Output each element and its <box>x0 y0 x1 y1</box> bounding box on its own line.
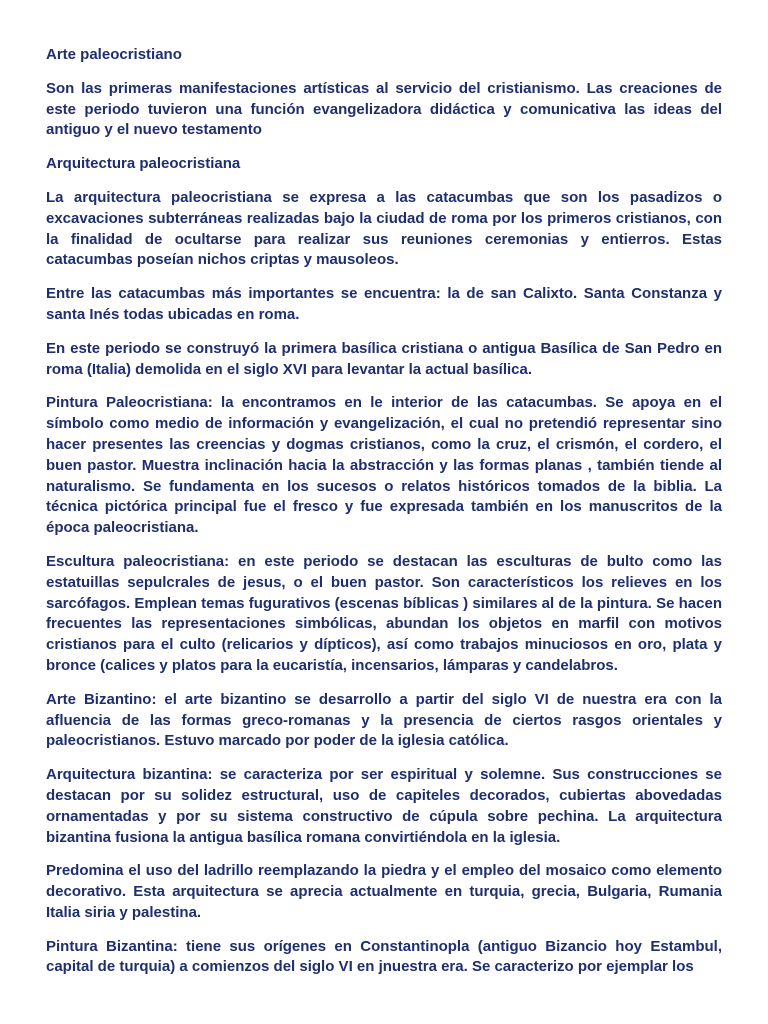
section-heading-arquitectura-paleocristiana: Arquitectura paleocristiana <box>46 155 241 173</box>
paragraph-ladrillo-mosaico: Predomina el uso del ladrillo reemplazando la piedra y el empleo del mosaico como elemento decorativo. Esta arquitectura se aprecia actualmente en turquia, grecia, Bulgaria, Rumania Italia siria y palestina. <box>46 862 722 921</box>
paragraph-catacumbas-importantes: Entre las catacumbas más importantes se encuentra: la de san Calixto. Santa Constanza y santa Inés todas ubicadas en roma. <box>46 285 722 323</box>
paragraph-arte-bizantino: Arte Bizantino: el arte bizantino se desarrollo a partir del siglo VI de nuestra era con la afluencia de las formas greco-romanas y la presencia de ciertos rasgos orientales y paleocristianos. Estuvo marcado por poder de la iglesia católica. <box>46 690 722 750</box>
paragraph-escultura-paleocristiana: Escultura paleocristiana: en este periodo se destacan las esculturas de bulto como las estatuillas sepulcrales de jesus, o el buen pastor. Son característicos los relieves en los sarcófagos. Emplean temas fugurativos (escenas bíblicas ) similares al de la pintura. Se hacen frecuentes las representaciones simbólicas, abundan los objetos en marfil con motivos cristianos para el culto (relicarios y dípticos), así como trabajos minuciosos en oro, plata y bronce (calices y platos para la eucaristía, incensarios, lámparas y candelabros. <box>46 552 722 674</box>
paragraph-pintura-paleocristiana: Pintura Paleocristiana: la encontramos en le interior de las catacumbas. Se apoya en el símbolo como medio de información y evangelización, el cual no pretendió representar sino hacer presentes las creencias y dogmas cristianos, como la cruz, el crismón, el cordero, el buen pastor. Muestra inclinación hacia la abstracción y las formas planas , también tiende al naturalismo. Se fundamenta en los sucesos o relatos históricos tomados de la biblia. La técnica pictórica principal fue el fresco y fue expresada también en los manuscritos de la época paleocristiana. <box>46 394 722 537</box>
paragraph-arquitectura-bizantina: Arquitectura bizantina: se caracteriza por ser espiritual y solemne. Sus construcciones se destacan por su solidez estructural, uso de capiteles decorados, cubiertas abovedadas ornamentadas y por su sistema constructivo de cúpula sobre pechina. La arquitectura bizantina fusiona la antigua basílica romana convirtiéndola en la iglesia. <box>46 766 722 846</box>
paragraph-basilica: En este periodo se construyó la primera basílica cristiana o antigua Basílica de San Pedro en roma (Italia) demolida en el siglo XVI para levantar la actual basílica. <box>46 339 722 378</box>
paragraph-intro: Son las primeras manifestaciones artísticas al servicio del cristianismo. Las creaciones de este periodo tuvieron una función evangelizadora didáctica y comunicativa las ideas del antiguo y el nuevo testamento <box>46 79 722 139</box>
paragraph-pintura-bizantina: Pintura Bizantina: tiene sus orígenes en Constantinopla (antiguo Bizancio hoy Estambul, capital de turquia) a comienzos del siglo VI en jnuestra era. Se caracterizo por ejemplar los <box>46 937 722 976</box>
document-title: Arte paleocristiano <box>46 46 182 63</box>
paragraph-catacumbas: La arquitectura paleocristiana se expresa a las catacumbas que son los pasadizos o excavaciones subterráneas realizadas bajo la ciudad de roma por los primeros cristianos, con la finalidad de ocultarse para realizar sus reuniones ceremonias y entierros. Estas catacumbas poseían nichos criptas y mausoleos. <box>46 188 722 269</box>
